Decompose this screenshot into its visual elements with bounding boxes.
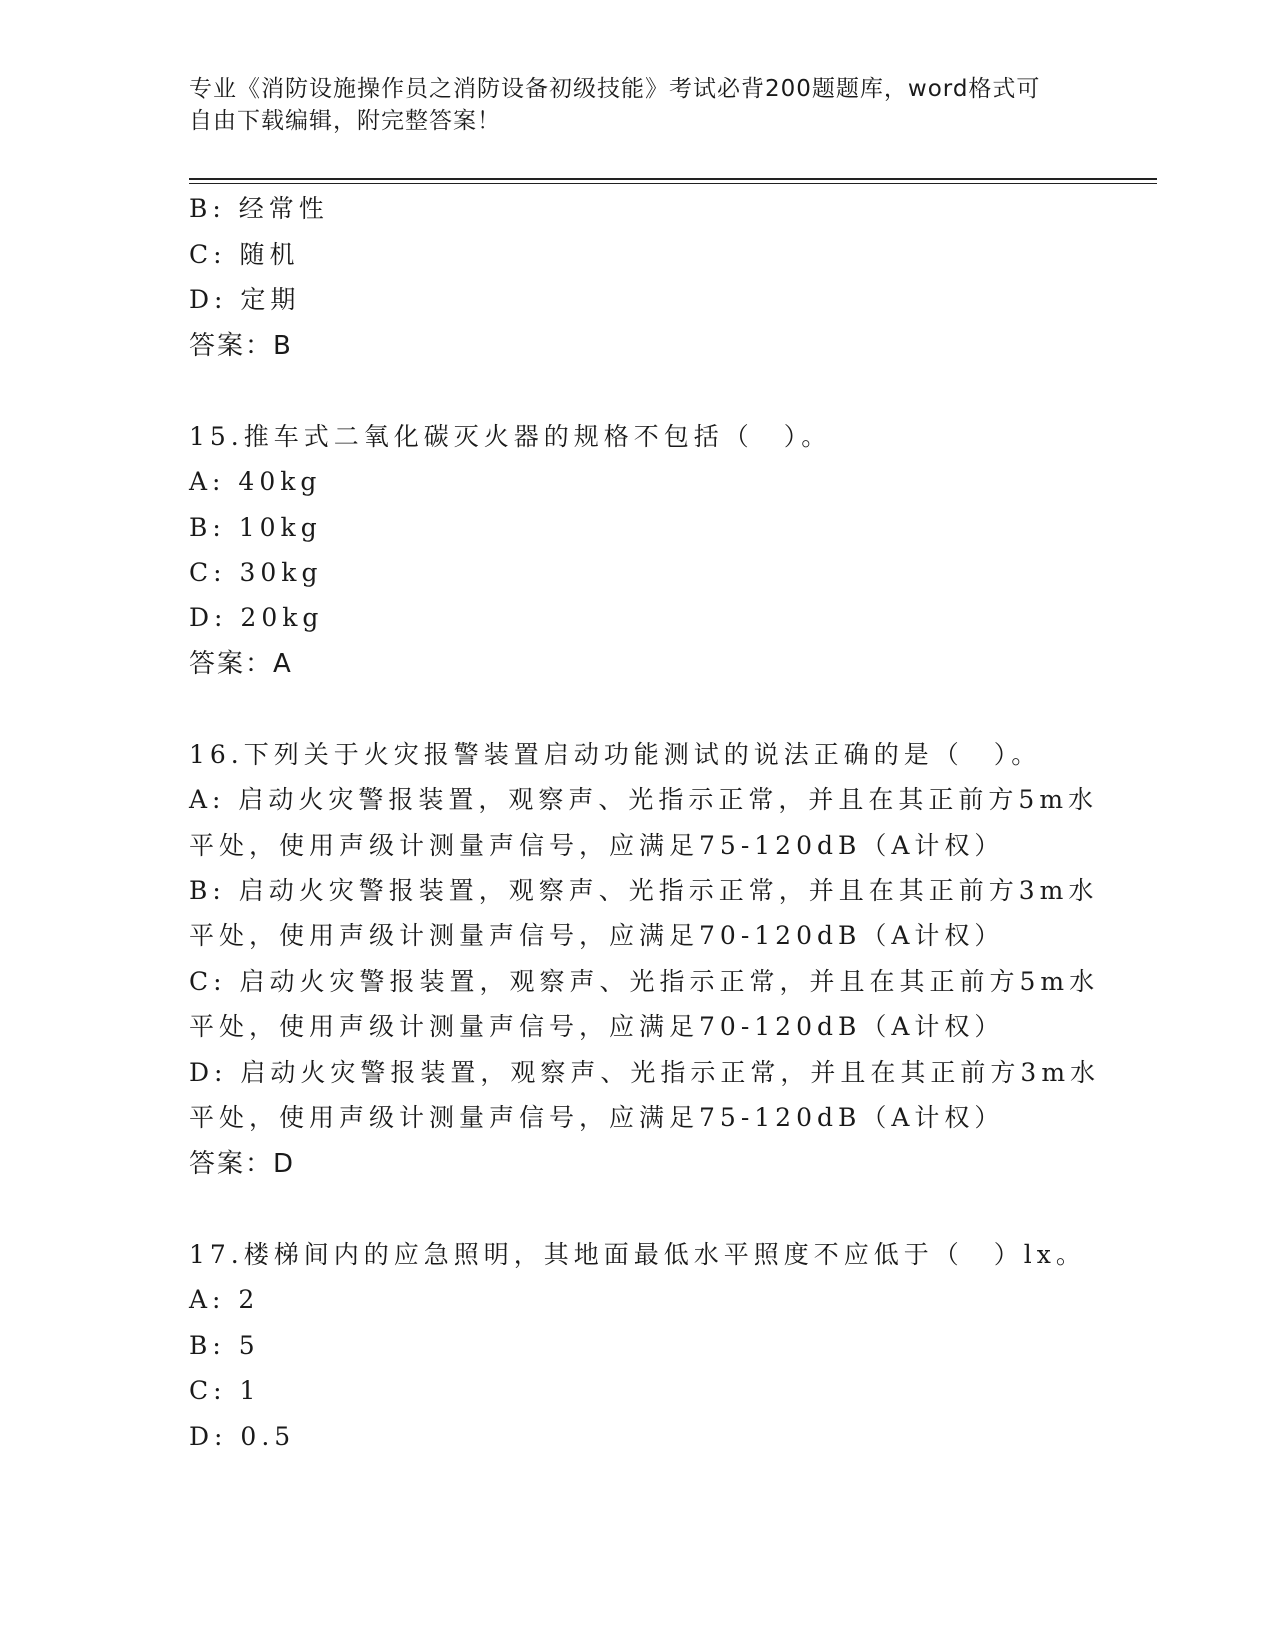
q16-option-d-line-2: 平处，使用声级计测量声信号，应满足75-120dB（A计权） <box>189 1103 1005 1132</box>
q14-option-c: C: 随机 <box>189 240 300 269</box>
header-divider-thin <box>189 183 1157 184</box>
q17-option-d: D: 0.5 <box>189 1422 296 1451</box>
q16-option-c-line-1: C: 启动火灾警报装置，观察声、光指示正常，并且在其正前方5m水 <box>189 967 1100 996</box>
q15-question: 15.推车式二氧化碳灭火器的规格不包括（ ）。 <box>189 422 832 451</box>
q16-option-a-line-1: A: 启动火灾警报装置，观察声、光指示正常，并且在其正前方5m水 <box>189 785 1099 814</box>
q15-option-b: B: 10kg <box>189 513 322 542</box>
q16-option-c-line-2: 平处，使用声级计测量声信号，应满足70-120dB（A计权） <box>189 1012 1005 1041</box>
header-divider-thick <box>189 178 1157 180</box>
q16-option-d-line-1: D: 启动火灾警报装置，观察声、光指示正常，并且在其正前方3m水 <box>189 1058 1101 1087</box>
q14-answer: 答案：B <box>189 331 293 361</box>
q17-option-c: C: 1 <box>189 1376 261 1405</box>
q14-option-d: D: 定期 <box>189 285 301 314</box>
q16-answer: 答案：D <box>189 1149 296 1179</box>
q14-option-b: B: 经常性 <box>189 194 329 223</box>
q17-option-b: B: 5 <box>189 1331 260 1360</box>
header-line-1: 专业《消防设施操作员之消防设备初级技能》考试必背200题题库，word格式可 <box>189 76 1041 102</box>
q17-question: 17.楼梯间内的应急照明，其地面最低水平照度不应低于（ ）lx。 <box>189 1240 1086 1269</box>
q15-option-c: C: 30kg <box>189 558 323 587</box>
document-header <box>189 73 1069 137</box>
q16-option-b-line-2: 平处，使用声级计测量声信号，应满足70-120dB（A计权） <box>189 921 1005 950</box>
q16-option-a-line-2: 平处，使用声级计测量声信号，应满足75-120dB（A计权） <box>189 831 1005 860</box>
q17-option-a: A: 2 <box>189 1285 260 1314</box>
q16-question: 16.下列关于火灾报警装置启动功能测试的说法正确的是（ ）。 <box>189 740 1042 769</box>
q15-option-a: A: 40kg <box>189 467 322 496</box>
q15-option-d: D: 20kg <box>189 603 324 632</box>
header-line-2: 自由下载编辑，附完整答案！ <box>189 108 501 134</box>
q15-answer: 答案：A <box>189 649 293 679</box>
q16-option-b-line-1: B: 启动火灾警报装置，观察声、光指示正常，并且在其正前方3m水 <box>189 876 1099 905</box>
